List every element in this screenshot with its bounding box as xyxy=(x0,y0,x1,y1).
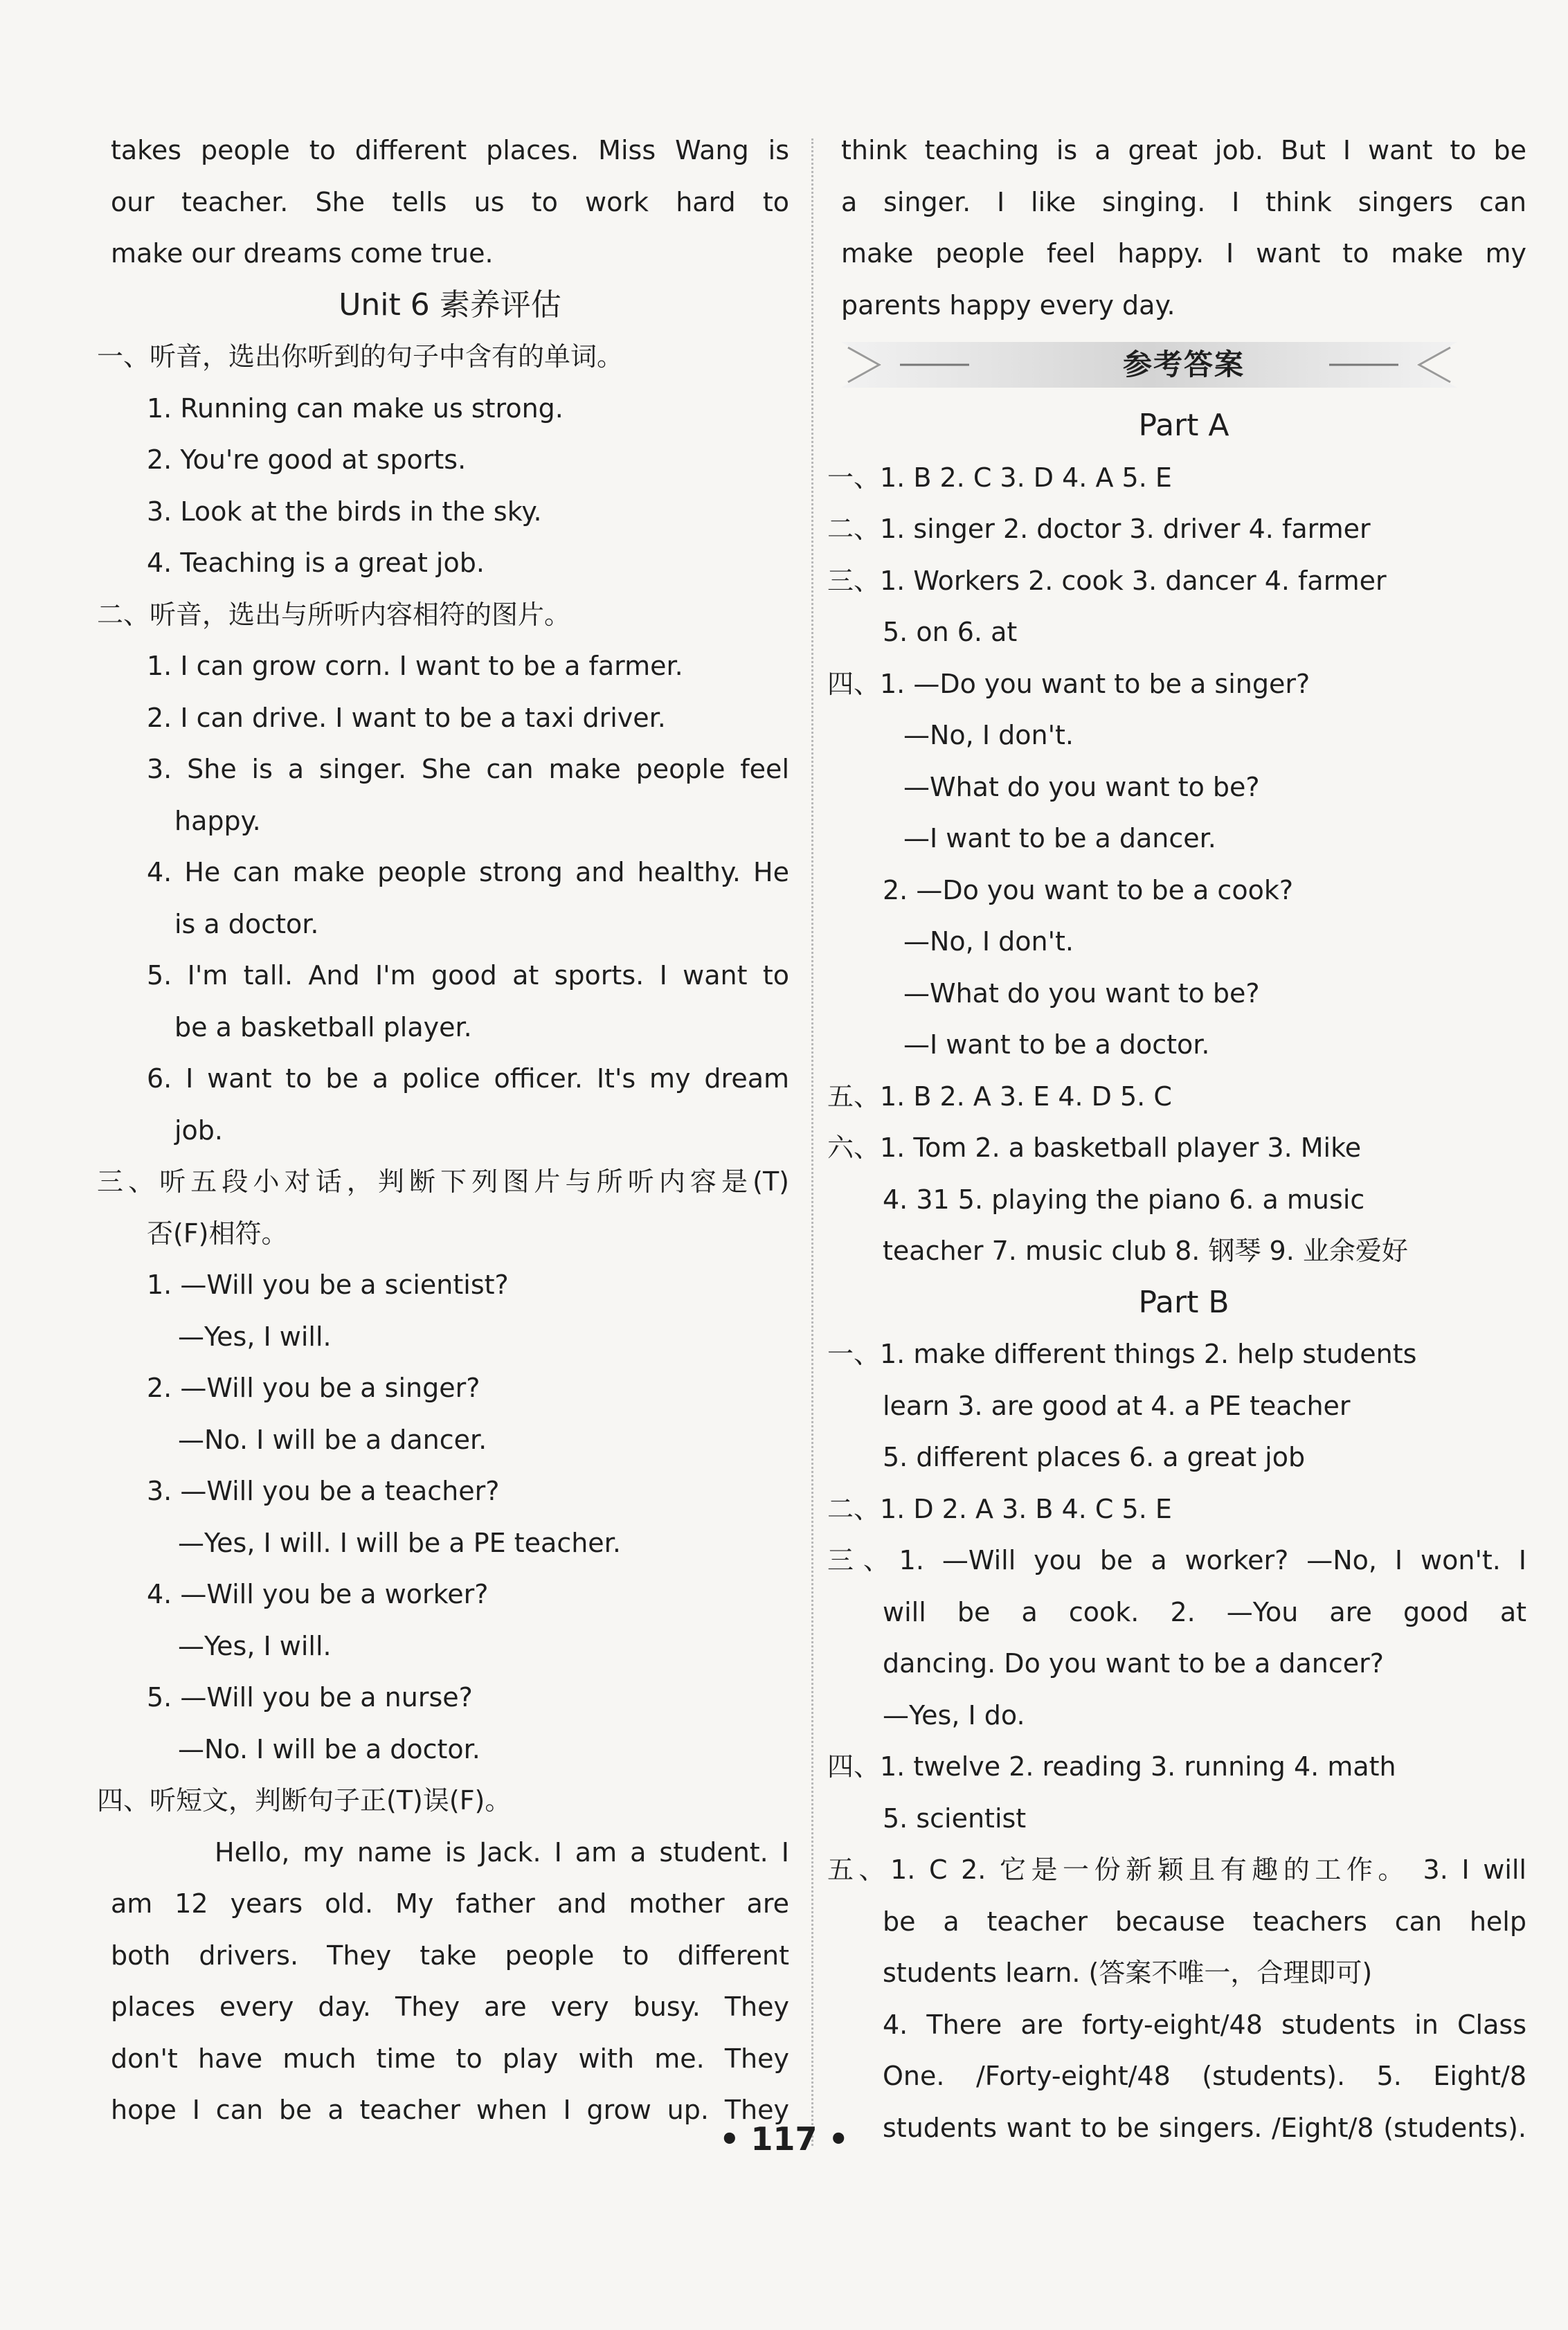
dialog-answer: —No. I will be a doctor. xyxy=(178,1733,480,1764)
passage-line: both drivers. They take people to different xyxy=(111,1940,789,1971)
section-heading: 一、听音，选出你听到的句子中含有的单词。 xyxy=(97,341,624,372)
section-heading: 四、听短文，判断句子正(T)误(F)。 xyxy=(97,1785,512,1816)
answer-line: —What do you want to be? xyxy=(903,771,1260,802)
answer-line: 二、1. D 2. A 3. B 4. C 5. E xyxy=(827,1493,1172,1524)
section-heading-cont: 否(F)相符。 xyxy=(147,1218,288,1249)
question-item: 2. You're good at sports. xyxy=(147,444,467,475)
question-item: 2. I can drive. I want to be a taxi driver. xyxy=(147,702,666,733)
answer-key-label: 参考答案 xyxy=(1122,347,1245,381)
answer-line: be a teacher because teachers can help xyxy=(883,1906,1526,1937)
question-item: 3. She is a singer. She can make people feel xyxy=(147,754,789,784)
passage-line: places every day. They are very busy. They xyxy=(111,1992,789,2022)
answer-line: 三、1. Workers 2. cook 3. dancer 4. farmer xyxy=(827,565,1387,596)
answer-line: —No, I don't. xyxy=(903,926,1074,957)
answer-line: 5. on 6. at xyxy=(883,617,1018,647)
dialog-question: 5. —Will you be a nurse? xyxy=(147,1682,473,1713)
answer-line: 5. different places 6. a great job xyxy=(883,1442,1306,1472)
intro-line: make our dreams come true. xyxy=(111,238,494,269)
question-item: 4. He can make people strong and healthy. He xyxy=(147,857,789,887)
page-number: • 117 • xyxy=(719,2120,849,2158)
answer-line: 四、1. twelve 2. reading 3. running 4. math xyxy=(827,1751,1396,1782)
question-item: 5. I'm tall. And I'm good at sports. I want to xyxy=(147,960,789,991)
right-column xyxy=(827,125,1526,2153)
passage-line: a singer. I like singing. I think singers can xyxy=(841,186,1526,217)
answer-line: teacher 7. music club 8. 钢琴 9. 业余爱好 xyxy=(883,1236,1408,1266)
answer-line: 一、1. B 2. C 3. D 4. A 5. E xyxy=(827,462,1172,493)
passage-line: make people feel happy. I want to make my xyxy=(841,238,1526,269)
answer-line: 5. scientist xyxy=(883,1803,1027,1834)
part-b-title: Part B xyxy=(1138,1284,1229,1320)
question-item-cont: job. xyxy=(174,1114,224,1146)
answer-line: 4. There are forty-eight/48 students in Class xyxy=(883,2009,1526,2040)
dialog-question: 3. —Will you be a teacher? xyxy=(147,1476,500,1506)
answer-line: will be a cook. 2. —You are good at xyxy=(883,1596,1526,1627)
passage-line: hope I can be a teacher when I grow up. They xyxy=(111,2095,789,2125)
question-item-cont: is a doctor. xyxy=(174,908,319,939)
answer-line: —I want to be a dancer. xyxy=(903,823,1216,854)
intro-line: takes people to different places. Miss Wang is xyxy=(111,135,789,165)
section-heading: 三、听五段小对话，判断下列图片与所听内容是(T) xyxy=(97,1166,789,1197)
answer-line: One. /Forty-eight/48 (students). 5. Eight/8 xyxy=(883,2061,1526,2091)
answer-line: dancing. Do you want to be a dancer? xyxy=(883,1648,1384,1679)
answer-line: students want to be singers. /Eight/8 (students). xyxy=(883,2112,1526,2143)
answer-line: students learn. (答案不唯一，合理即可) xyxy=(883,1958,1373,1988)
dialog-question: 2. —Will you be a singer? xyxy=(147,1373,480,1403)
passage-line: am 12 years old. My father and mother are xyxy=(111,1888,789,1919)
answer-line: 三、1. —Will you be a worker? —No, I won't. I xyxy=(827,1545,1526,1575)
dialog-answer: —Yes, I will. xyxy=(178,1630,332,1661)
question-item: 1. Running can make us strong. xyxy=(147,392,564,424)
answer-line: learn 3. are good at 4. a PE teacher xyxy=(883,1390,1351,1421)
question-item-cont: happy. xyxy=(174,805,261,836)
answer-line: —I want to be a doctor. xyxy=(903,1029,1210,1060)
answer-line: 4. 31 5. playing the piano 6. a music xyxy=(883,1184,1365,1215)
answer-line: 五、1. C 2. 它是一份新颖且有趣的工作。 3. I will xyxy=(827,1854,1526,1885)
answer-line: 二、1. singer 2. doctor 3. driver 4. farmer xyxy=(827,514,1371,544)
question-item: 4. Teaching is a great job. xyxy=(147,548,485,578)
dialog-answer: —No. I will be a dancer. xyxy=(178,1424,487,1455)
passage-line: Hello, my name is Jack. I am a student. I xyxy=(215,1836,789,1868)
question-item: 3. Look at the birds in the sky. xyxy=(147,496,542,527)
section-heading: 二、听音，选出与所听内容相符的图片。 xyxy=(97,599,571,630)
dialog-answer: —Yes, I will. xyxy=(178,1321,332,1352)
passage-line: parents happy every day. xyxy=(841,289,1175,320)
passage-line: think teaching is a great job. But I want to be xyxy=(841,135,1526,165)
left-column xyxy=(97,125,789,2136)
answer-line: —No, I don't. xyxy=(903,720,1074,750)
answer-line: 2. —Do you want to be a cook? xyxy=(883,874,1293,905)
answer-line: —Yes, I do. xyxy=(883,1699,1025,1731)
answer-line: 四、1. —Do you want to be a singer? xyxy=(827,668,1310,699)
answer-line: —What do you want to be? xyxy=(903,977,1260,1009)
question-item: 6. I want to be a police officer. It's my dream xyxy=(147,1063,789,1094)
dialog-answer: —Yes, I will. I will be a PE teacher. xyxy=(178,1527,621,1558)
answer-line: 六、1. Tom 2. a basketball player 3. Mike xyxy=(827,1132,1362,1163)
answer-line: 五、1. B 2. A 3. E 4. D 5. C xyxy=(827,1081,1172,1112)
question-item: 1. I can grow corn. I want to be a farmer. xyxy=(147,651,683,681)
unit-title: Unit 6 素养评估 xyxy=(339,287,561,323)
passage-line: don't have much time to play with me. They xyxy=(111,2043,789,2074)
answer-key-banner xyxy=(841,335,1526,395)
part-a-title: Part A xyxy=(1138,408,1229,443)
intro-line: our teacher. She tells us to work hard to xyxy=(111,186,789,217)
dialog-question: 4. —Will you be a worker? xyxy=(147,1579,489,1609)
dialog-question: 1. —Will you be a scientist? xyxy=(147,1270,509,1300)
answer-line: 一、1. make different things 2. help students xyxy=(827,1339,1417,1369)
column-divider xyxy=(811,138,813,2146)
question-item-cont: be a basketball player. xyxy=(174,1011,472,1042)
